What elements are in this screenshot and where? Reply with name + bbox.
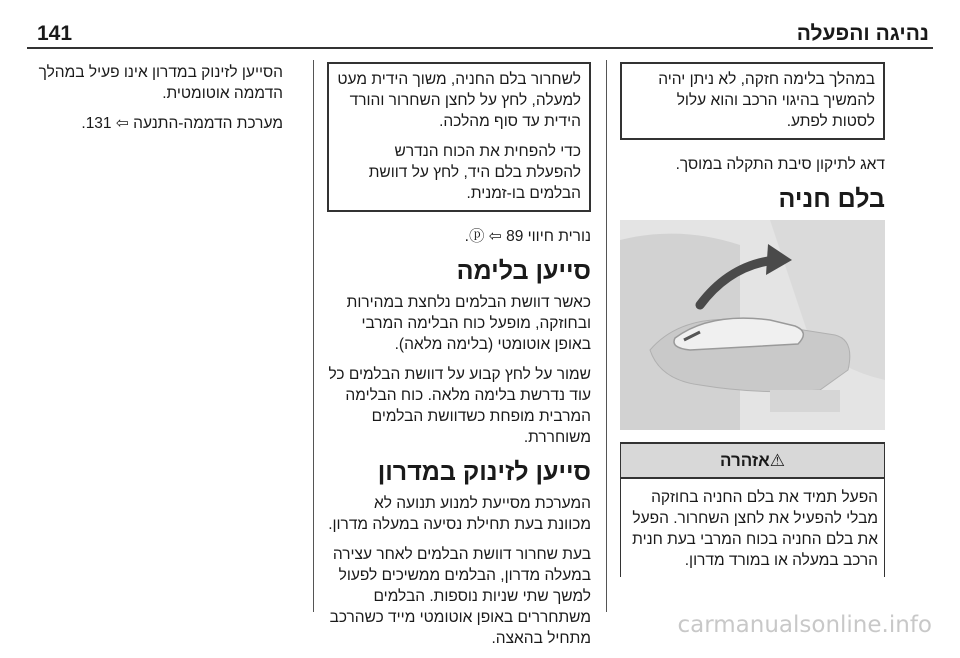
page-header	[27, 18, 933, 48]
hard-braking-box	[620, 62, 885, 140]
reduce-force-tip: כדי להפחית את הכוח הנדרש להפעלת בלם היד, לחץ על דוושת הבלמים בו-זמנית.	[368, 143, 581, 202]
service-note: דאג לתיקון סיבת התקלה במוסך.	[675, 156, 885, 173]
stop-start-reference: מערכת הדממה-התנעה ⇦ 131.	[81, 115, 283, 132]
hard-braking-text: במהלך בלימה חזקה, לא ניתן יהיה להמשיך בהיגוי הרכב והוא עלול לסטות לפתע.	[658, 71, 875, 130]
warning-text: הפעל תמיד את בלם החניה בחוזקה מבלי להפעיל את לחצן השחרור. הפעל את בלם החניה בכוח המרבי בעת חנית הרכב במעלה או במורד מדרון.	[632, 489, 878, 569]
watermark: carmanualsonline.info	[677, 612, 932, 638]
hill-start-assist-heading: סייען לזינוק במדרון	[377, 458, 591, 486]
parking-brake-illustration	[620, 220, 885, 430]
hill-start-stop-note: הסייען לזינוק במדרון אינו פעיל במהלך הדממה אוטומטית.	[38, 64, 283, 102]
brake-assist-heading: סייען בלימה	[456, 257, 591, 285]
brake-assist-paragraph: כאשר דוושת הבלמים נלחצת במהירות ובחוזקה, מופעל כוח הבלימה המרבי באופן אוטומטי (בלימה מלאה).	[346, 294, 591, 353]
hill-start-paragraph: המערכת מסייעת למנוע תנועה לא מכוונת בעת תחילת נסיעה במעלה מדרון.	[328, 495, 591, 533]
parking-brake-release-box	[327, 62, 591, 212]
header-title: נהיגה והפעלה	[796, 22, 929, 45]
column-divider-right	[606, 60, 607, 612]
brake-assist-paragraph: שמור על לחץ קבוע על דוושת הבלמים כל עוד נדרשת בלימה מלאה. כוח הבלימה המרבית מופחת כשדוושת הבלמים משוחררת.	[328, 366, 591, 446]
parking-brake-lever-icon	[620, 220, 885, 430]
warning-lamp-reference: נורית חיווי ⓟ ⇦ 89.	[464, 228, 591, 245]
page-number: 141	[37, 22, 73, 45]
right-column	[620, 62, 885, 577]
left-column	[28, 62, 283, 143]
column-divider-left	[313, 60, 314, 612]
parking-brake-heading: בלם חניה	[778, 185, 885, 213]
header-rule	[27, 47, 933, 49]
release-instructions: לשחרור בלם החניה, משוך הידית מעט למעלה, לחץ על לחצן השחרור והורד הידית עד סוף מהלכה.	[337, 71, 581, 130]
warning-box	[620, 442, 885, 577]
warning-title: ⚠אזהרה	[621, 444, 884, 479]
hill-start-paragraph: בעת שחרור דוושת הבלמים לאחר עצירה במעלה מדרון, הבלמים ממשיכים לפעול למשך שתי שניות נוספות. הבלמים משתחררים באופן אוטומטי מייד כשהרכב מתחיל בהאצה.	[329, 546, 591, 647]
middle-column	[327, 62, 591, 658]
